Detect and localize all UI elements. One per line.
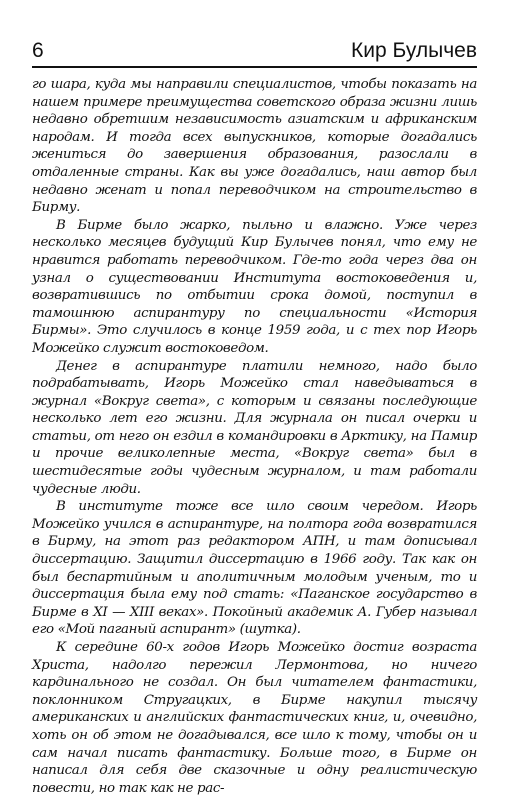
paragraph-continued: го шара, куда мы направили специалистов, чтобы показать на нашем примере преимущества советского образа жизни лишь недавно обретшим независимость азиатским и африканским народам. И тогда всех выпускников, которые догадались жениться до завершения образования, разослали в отдаленные страны. Как вы уже догадались, наш автор был недавно женат и попал переводчиком на строительство в Бирму. [32, 77, 477, 216]
page-header [32, 38, 477, 68]
paragraph: К середине 60-х годов Игорь Можейко достиг возраста Христа, надолго пережил Лермонтова, но ничего кардинального не создал. Он был читателем фантастики, поклонником Стругацких, в Бирме накупил тысячу американских и английских фантастических книг, и, очевидно, хоть он об этом не догадывался, все шло к тому, чтобы он и сам начал писать фантастику. Больше того, в Бирме он написал для себя две сказочные и одну реалистическую повести, но так как не рас- [32, 640, 477, 796]
paragraph: Денег в аспирантуре платили немного, надо было подрабатывать, Игорь Можейко стал наведываться в журнал «Вокруг света», с которым и связаны последующие несколько лет его жизни. Для журнала он писал очерки и статьи, от него он ездил в командировки в Арктику, на Памир и прочие великолепные места, «Вокруг света» был в шестидесятые годы чудесным журналом, и там работали чудесные люди. [32, 358, 477, 497]
paragraph: В институте тоже все шло своим чередом. Игорь Можейко учился в аспирантуре, на полтора года возвратился в Бирму, на этот раз редактором АПН, и там дописывал диссертацию. Защитил диссертацию в 1966 году. Так как он был беспартийным и аполитичным молодым ученым, то и диссертация была ему под стать: «Паганское государство в Бирме в XI — XIII веках». Покойный академик А. Губер называл его «Мой паганый аспирант» (шутка). [32, 499, 477, 638]
page-body [32, 76, 477, 797]
running-title: Кир Булычев [351, 39, 477, 62]
page-number: 6 [32, 39, 44, 62]
paragraph: В Бирме было жарко, пыльно и влажно. Уже через несколько месяцев будущий Кир Булычев понял, что ему не нравится работать переводчиком. Где-то года через два он узнал о существовании Института востоковедения и, возвратившись по отбытии срока домой, поступил в тамошнюю аспирантуру по специальности «История Бирмы». Это случилось в конце 1959 года, и с тех пор Игорь Можейко служит востоковедом. [32, 217, 477, 356]
